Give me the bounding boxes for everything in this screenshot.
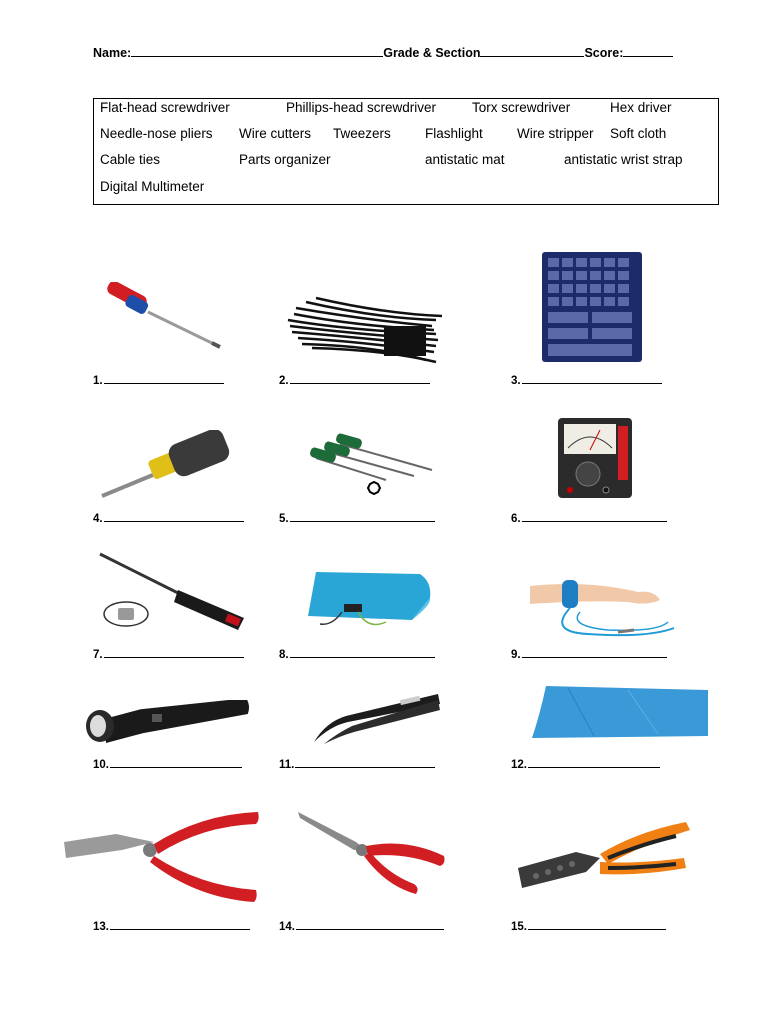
word-bank-term: antistatic wrist strap bbox=[564, 152, 683, 167]
tweezers-image bbox=[306, 690, 442, 746]
item-number: 8. bbox=[279, 649, 289, 661]
item-number: 3. bbox=[511, 375, 521, 387]
answer-item-11 bbox=[279, 756, 435, 771]
score-input-line[interactable] bbox=[623, 44, 673, 57]
hex-driver-image bbox=[98, 552, 246, 632]
answer-item-5 bbox=[279, 510, 435, 525]
word-bank-term: Soft cloth bbox=[610, 126, 667, 141]
answer-item-1 bbox=[93, 372, 224, 387]
multimeter-image bbox=[556, 416, 634, 500]
word-bank-term: Flat-head screwdriver bbox=[100, 100, 230, 115]
answer-item-8 bbox=[279, 646, 435, 661]
item-number: 6. bbox=[511, 513, 521, 525]
answer-item-9 bbox=[511, 646, 667, 661]
item-number: 4. bbox=[93, 513, 103, 525]
flashlight-image bbox=[82, 700, 252, 746]
soft-cloth-image bbox=[528, 684, 710, 740]
needle-nose-pliers-image bbox=[296, 808, 448, 896]
grade-section-label: Grade & Section bbox=[383, 46, 481, 60]
answer-blank[interactable] bbox=[110, 756, 242, 768]
answer-blank[interactable] bbox=[528, 756, 660, 768]
item-number: 14. bbox=[279, 921, 295, 933]
answer-blank[interactable] bbox=[528, 918, 666, 930]
score-label: Score: bbox=[584, 46, 624, 60]
word-bank-term: Digital Multimeter bbox=[100, 179, 205, 194]
answer-item-7 bbox=[93, 646, 244, 661]
answer-item-12 bbox=[511, 756, 660, 771]
item-number: 11. bbox=[279, 759, 295, 771]
word-bank-term: Hex driver bbox=[610, 100, 672, 115]
wire-stripper-image bbox=[516, 818, 692, 894]
item-number: 1. bbox=[93, 375, 103, 387]
student-info-header bbox=[93, 44, 693, 60]
item-number: 10. bbox=[93, 759, 109, 771]
item-number: 13. bbox=[93, 921, 109, 933]
word-bank-term: Parts organizer bbox=[239, 152, 331, 167]
antistatic-mat-image bbox=[302, 564, 436, 634]
antistatic-wrist-strap-image bbox=[528, 572, 676, 644]
answer-blank[interactable] bbox=[295, 756, 435, 768]
item-number: 12. bbox=[511, 759, 527, 771]
answer-item-3 bbox=[511, 372, 662, 387]
item-number: 7. bbox=[93, 649, 103, 661]
word-bank-box bbox=[93, 98, 719, 205]
wire-cutters-image bbox=[62, 798, 262, 906]
item-number: 15. bbox=[511, 921, 527, 933]
phillips-head-screwdriver-image bbox=[98, 430, 233, 502]
cable-ties-image bbox=[286, 290, 446, 368]
answer-item-10 bbox=[93, 756, 242, 771]
answer-item-4 bbox=[93, 510, 244, 525]
grade-section-input-line[interactable] bbox=[480, 44, 584, 57]
answer-blank[interactable] bbox=[104, 510, 244, 522]
answer-blank[interactable] bbox=[110, 918, 250, 930]
name-label: Name: bbox=[93, 46, 132, 60]
word-bank-term: Torx screwdriver bbox=[472, 100, 571, 115]
word-bank-term: antistatic mat bbox=[425, 152, 505, 167]
answer-item-6 bbox=[511, 510, 667, 525]
parts-organizer-image bbox=[540, 250, 644, 364]
flat-head-screwdriver-image bbox=[100, 282, 225, 354]
word-bank-term: Phillips-head screwdriver bbox=[286, 100, 437, 115]
word-bank-term: Wire stripper bbox=[517, 126, 594, 141]
item-number: 5. bbox=[279, 513, 289, 525]
answer-blank[interactable] bbox=[290, 510, 435, 522]
name-input-line[interactable] bbox=[131, 44, 383, 57]
answer-item-2 bbox=[279, 372, 430, 387]
word-bank-term: Cable ties bbox=[100, 152, 161, 167]
answer-blank[interactable] bbox=[290, 372, 430, 384]
item-number: 9. bbox=[511, 649, 521, 661]
answer-blank[interactable] bbox=[104, 372, 224, 384]
answer-blank[interactable] bbox=[104, 646, 244, 658]
answer-blank[interactable] bbox=[522, 372, 662, 384]
answer-item-15 bbox=[511, 918, 666, 933]
word-bank-term: Tweezers bbox=[333, 126, 391, 141]
word-bank-term: Flashlight bbox=[425, 126, 483, 141]
answer-blank[interactable] bbox=[290, 646, 435, 658]
word-bank-term: Needle-nose pliers bbox=[100, 126, 213, 141]
torx-screwdrivers-image bbox=[306, 432, 434, 496]
answer-blank[interactable] bbox=[522, 510, 667, 522]
word-bank-term: Wire cutters bbox=[239, 126, 312, 141]
answer-blank[interactable] bbox=[296, 918, 444, 930]
answer-blank[interactable] bbox=[522, 646, 667, 658]
item-number: 2. bbox=[279, 375, 289, 387]
answer-item-13 bbox=[93, 918, 250, 933]
answer-item-14 bbox=[279, 918, 444, 933]
